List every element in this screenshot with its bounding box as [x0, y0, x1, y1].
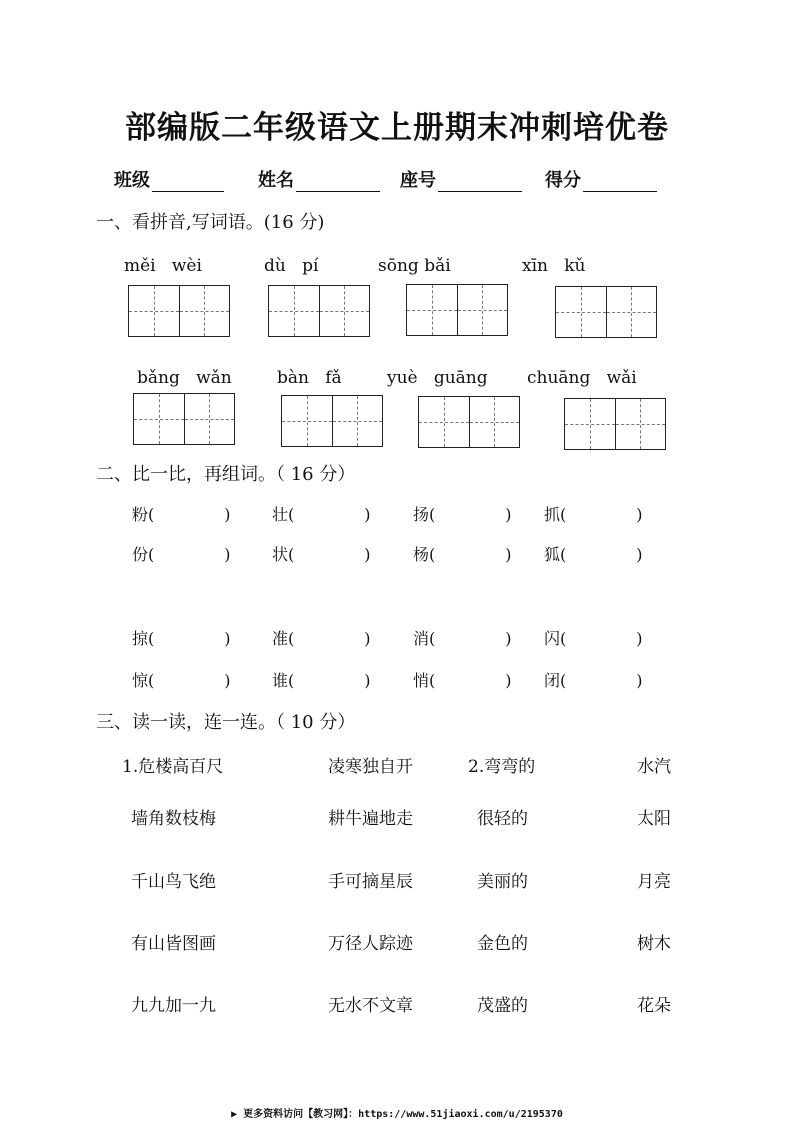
compare-item [544, 542, 643, 565]
match-item[interactable]: 茂盛的 [477, 996, 528, 1016]
close-paren: ) [364, 671, 371, 690]
match-item[interactable]: 有山皆图画 [131, 934, 216, 954]
footer-link[interactable]: ▶ 更多资料访问【教习网】：https://www.51jiaoxi.com/u/2195370 [231, 1109, 563, 1120]
compare-item [132, 626, 231, 649]
open-paren: ( [148, 505, 155, 524]
compare-item [413, 542, 512, 565]
match-item[interactable]: 花朵 [637, 996, 671, 1016]
compare-char: 闭 [544, 671, 561, 690]
writing-grid[interactable] [128, 285, 230, 337]
match-item[interactable]: 2.弯弯的 [468, 757, 536, 777]
compare-item [413, 668, 512, 691]
name-label: 姓名 [258, 170, 294, 191]
compare-char: 掠 [132, 629, 149, 648]
compare-item [544, 668, 643, 691]
close-paren: ) [364, 505, 371, 524]
pinyin-label: sōng bǎi [378, 256, 451, 276]
compare-char: 抓 [544, 505, 561, 524]
class-blank[interactable] [152, 173, 224, 192]
writing-grid[interactable] [564, 398, 666, 450]
match-item[interactable]: 月亮 [637, 872, 671, 892]
open-paren: ( [429, 671, 436, 690]
match-item[interactable]: 树木 [637, 934, 671, 954]
open-paren: ( [429, 629, 436, 648]
compare-item [544, 502, 643, 525]
compare-item [132, 542, 231, 565]
compare-char: 悄 [413, 671, 430, 690]
open-paren: ( [560, 671, 567, 690]
match-item[interactable]: 千山鸟飞绝 [131, 872, 216, 892]
compare-item [132, 502, 231, 525]
compare-char: 惊 [132, 671, 149, 690]
pinyin-label: yuè guāng [387, 368, 488, 388]
open-paren: ( [288, 545, 295, 564]
compare-char: 狐 [544, 545, 561, 564]
compare-item [413, 626, 512, 649]
close-paren: ) [636, 671, 643, 690]
writing-grid[interactable] [555, 286, 657, 338]
open-paren: ( [288, 671, 295, 690]
compare-char: 状 [272, 545, 289, 564]
close-paren: ) [505, 505, 512, 524]
close-paren: ) [505, 671, 512, 690]
open-paren: ( [560, 545, 567, 564]
pinyin-label: bǎng wǎn [137, 368, 232, 388]
match-item[interactable]: 太阳 [637, 809, 671, 829]
close-paren: ) [505, 629, 512, 648]
writing-grid[interactable] [418, 396, 520, 448]
pinyin-label: chuāng wǎi [527, 368, 637, 388]
match-item[interactable]: 金色的 [477, 934, 528, 954]
close-paren: ) [224, 545, 231, 564]
match-item[interactable]: 万径人踪迹 [328, 934, 413, 954]
compare-item [272, 668, 371, 691]
match-item[interactable]: 凌寒独自开 [328, 757, 413, 777]
match-item[interactable]: 1.危楼高百尺 [122, 757, 224, 777]
pinyin-label: dù pí [264, 256, 319, 276]
open-paren: ( [288, 629, 295, 648]
open-paren: ( [288, 505, 295, 524]
compare-item [413, 502, 512, 525]
compare-char: 粉 [132, 505, 149, 524]
seat-label: 座号 [400, 170, 436, 191]
pinyin-label: bàn fǎ [277, 368, 342, 388]
name-field [258, 166, 380, 192]
match-item[interactable]: 无水不文章 [328, 996, 413, 1016]
close-paren: ) [636, 545, 643, 564]
open-paren: ( [560, 629, 567, 648]
close-paren: ) [224, 671, 231, 690]
compare-item [544, 626, 643, 649]
match-item[interactable]: 水汽 [637, 757, 671, 777]
name-blank[interactable] [296, 173, 380, 192]
close-paren: ) [364, 629, 371, 648]
compare-char: 准 [272, 629, 289, 648]
seat-blank[interactable] [438, 173, 522, 192]
close-paren: ) [224, 629, 231, 648]
match-item[interactable]: 九九加一九 [131, 996, 216, 1016]
writing-grid[interactable] [406, 284, 508, 336]
writing-grid[interactable] [281, 395, 383, 447]
section2-heading: 二、比一比，再组词。（ 16 分） [96, 464, 356, 485]
score-label: 得分 [545, 170, 581, 191]
compare-char: 消 [413, 629, 430, 648]
match-item[interactable]: 手可摘星辰 [328, 872, 413, 892]
writing-grid[interactable] [133, 393, 235, 445]
compare-item [272, 502, 371, 525]
open-paren: ( [148, 671, 155, 690]
close-paren: ) [505, 545, 512, 564]
compare-char: 壮 [272, 505, 289, 524]
writing-grid[interactable] [268, 285, 370, 337]
section1-heading: 一、看拼音,写词语。(16 分) [96, 212, 325, 233]
compare-item [272, 626, 371, 649]
compare-item [272, 542, 371, 565]
close-paren: ) [224, 505, 231, 524]
page-title: 部编版二年级语文上册期末冲刺培优卷 [125, 110, 669, 146]
compare-char: 份 [132, 545, 149, 564]
class-field [114, 166, 224, 192]
pinyin-label: xīn kǔ [522, 256, 586, 276]
score-blank[interactable] [583, 173, 657, 192]
section3-heading: 三、读一读，连一连。（ 10 分） [96, 712, 356, 733]
compare-char: 谁 [272, 671, 289, 690]
match-item[interactable]: 耕牛遍地走 [328, 809, 413, 829]
close-paren: ) [364, 545, 371, 564]
compare-char: 闪 [544, 629, 561, 648]
compare-char: 杨 [413, 545, 430, 564]
score-field [545, 166, 657, 192]
compare-char: 扬 [413, 505, 430, 524]
compare-item [132, 668, 231, 691]
close-paren: ) [636, 629, 643, 648]
open-paren: ( [148, 629, 155, 648]
open-paren: ( [429, 505, 436, 524]
seat-field [400, 166, 522, 192]
close-paren: ) [636, 505, 643, 524]
match-item[interactable]: 美丽的 [477, 872, 528, 892]
open-paren: ( [148, 545, 155, 564]
pinyin-label: měi wèi [124, 256, 202, 276]
open-paren: ( [560, 505, 567, 524]
open-paren: ( [429, 545, 436, 564]
match-item[interactable]: 墙角数枝梅 [131, 809, 216, 829]
match-item[interactable]: 很轻的 [477, 809, 528, 829]
class-label: 班级 [114, 170, 150, 191]
